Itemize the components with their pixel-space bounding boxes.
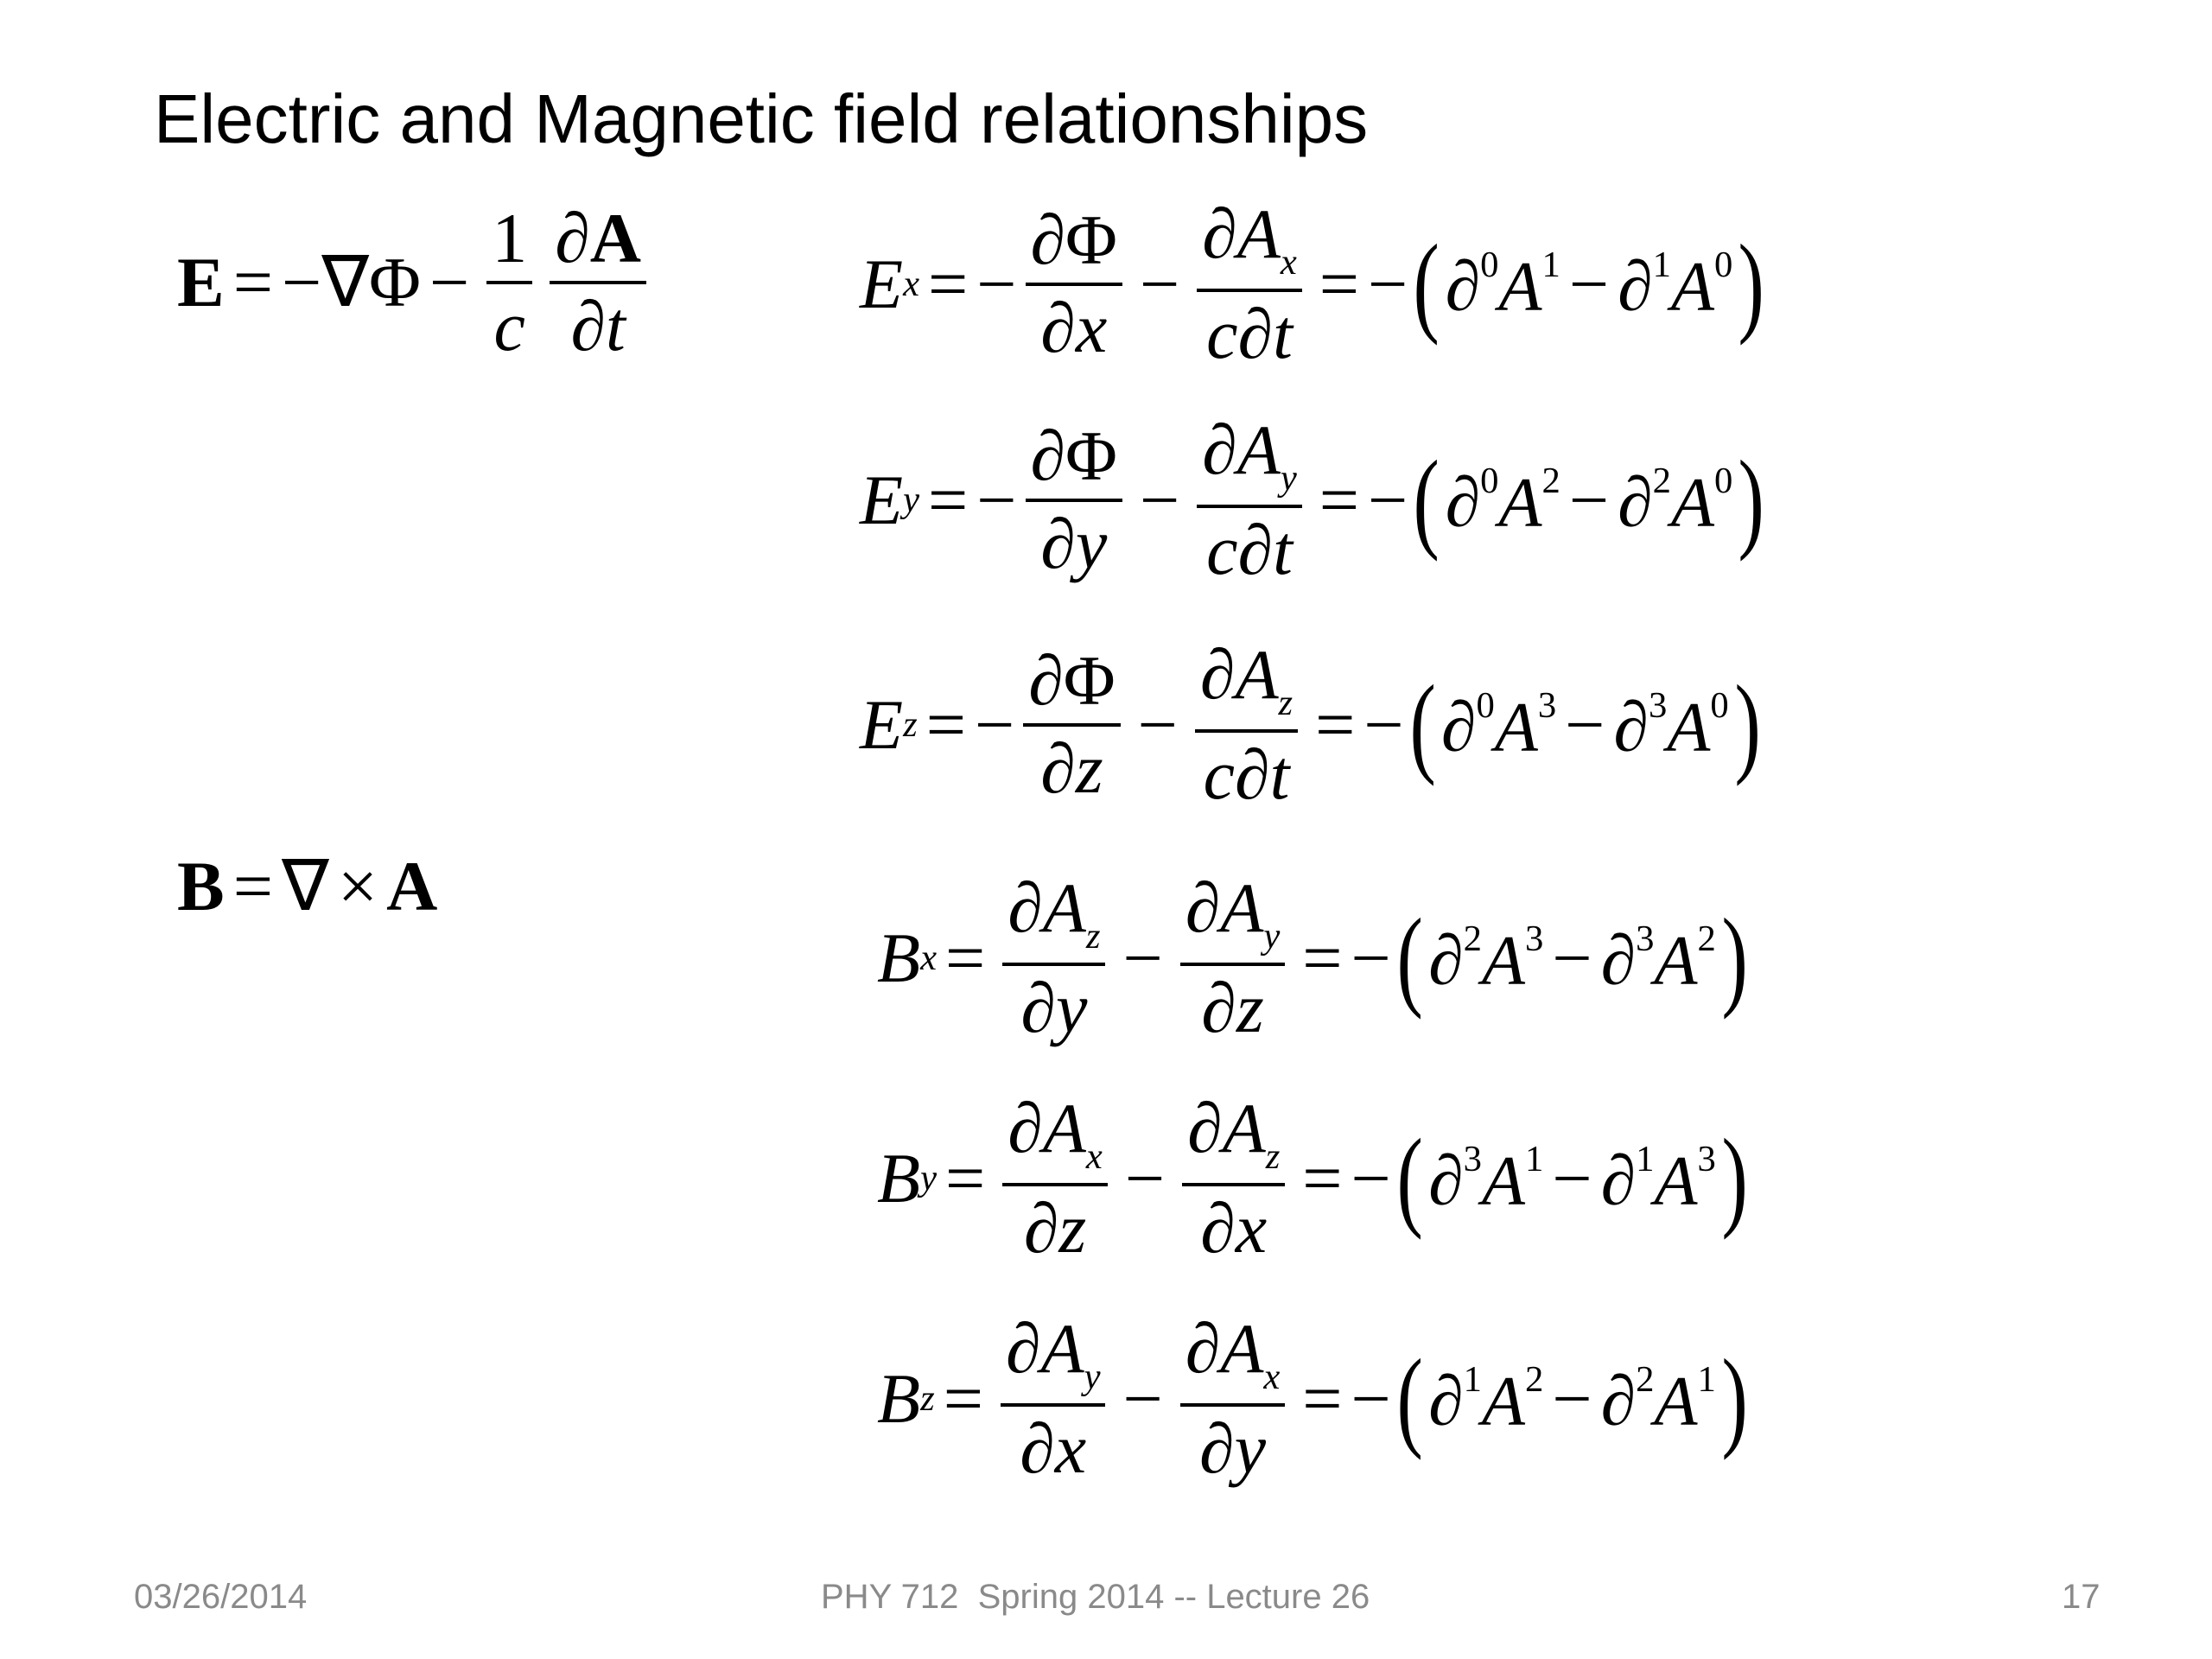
footer-date: 03/26/2014: [134, 1578, 308, 1616]
equation-Bx: B x = $\frac{\partial A_z}{\partial y}$ − $\frac{\partial A_y}{\partial z}$ = − ( $\partial^2A^3$ − $\partial^3A^2$ ): [877, 868, 1748, 1047]
equation-Bz: B z = $\frac{\partial A_y}{\partial x}$ − $\frac{\partial A_x}{\partial y}$ = − ( $\partial^1A^2$ − $\partial^2A^1$ ): [877, 1309, 1748, 1488]
equation-Ex: E x = − $\frac{\partial\Phi}{\partial x}$ − $\frac{\partial A_x}{c\partial t}$ = − ( $\partial^0A^1$ − $\partial^1A^0$ ): [860, 194, 1765, 373]
equation-By: B y = $\frac{\partial A_x}{\partial z}$ − $\frac{\partial A_z}{\partial x}$ = − ( $\partial^3A^1$ − $\partial^1A^3$ ): [877, 1089, 1748, 1268]
slide-title: Electric and Magnetic field relationships: [154, 80, 1369, 157]
footer-course: PHY 712 Spring 2014 -- Lecture 26: [821, 1578, 1370, 1616]
equation-B-vector: B = ∇ × A: [177, 847, 438, 925]
equation-Ez: E z = − $\frac{\partial\Phi}{\partial z}$ − $\frac{\partial A_z}{c\partial t}$ = − ( $\partial^0A^3$ − $\partial^3A^0$ ): [860, 635, 1761, 814]
equation-E-vector: E = −∇Φ − $\frac{1}{c}$ $\frac{\partial A}{\partial t}$: [177, 203, 655, 362]
footer-page-number: 17: [2062, 1578, 2101, 1616]
equation-Ey: E y = − $\frac{\partial\Phi}{\partial y}$ − $\frac{\partial A_y}{c\partial t}$ = − ( $\partial^0A^2$ − $\partial^2A^0$ ): [860, 410, 1765, 589]
